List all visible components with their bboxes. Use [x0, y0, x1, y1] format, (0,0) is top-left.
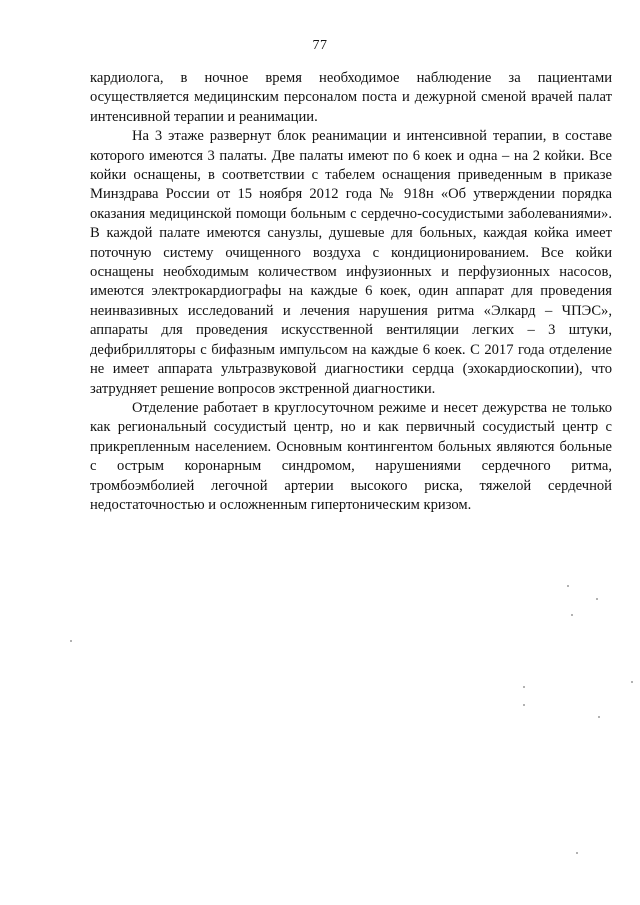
scan-speck — [571, 614, 573, 616]
scan-speck — [631, 681, 633, 683]
scan-speck — [70, 640, 72, 642]
scan-speck — [523, 704, 525, 706]
paragraph-continuation: кардиолога, в ночное время необходимое наблюдение за пациентами осуществляется медицинским персоналом поста и дежурной сменой врачей палат интенсивной терапии и реанимации. — [90, 70, 612, 125]
scan-speck — [576, 852, 578, 854]
scan-speck — [598, 716, 600, 718]
paragraph-department-duty: Отделение работает в круглосуточном режиме и несет дежурства не только как региональный сосудистый центр, но и как первичный сосудистый центр с прикрепленным населением. Основным контингентом больных являются больные с острым коронарным синдромом, нарушениями сердечного ритма, тромбоэмболией легочной артерии высокого риска, тяжелой сердечной недостаточностью и осложненным гипертоническим кризом. — [90, 399, 612, 513]
document-body — [90, 69, 612, 515]
paragraph-icu-block: На 3 этаже развернут блок реанимации и интенсивной терапии, в составе которого имеются 3 палаты. Две палаты имеют по 6 коек и одна – на 2 койки. Все койки оснащены, в соответствии с табелем оснащения приведенным в приказе Минздрава России от 15 ноября 2012 года № 918н «Об утверждении порядка оказания медицинской помощи больным с сердечно-сосудистыми заболеваниями». В каждой палате имеются санузлы, душевые для больных, каждая койка имеет поточную систему очищенного воздуха с кондиционированием. Все койки оснащены необходимым количеством инфузионных и перфузионных насосов, имеются электрокардиографы на каждые 6 коек, один аппарат для проведения неинвазивных исследований и лечения нарушения ритма «Элкард – ЧПЭС», аппараты для проведения искусственной вентиляции легких – 3 штуки, дефибрилляторы с бифазным импульсом на каждые 6 коек. С 2017 года отделение не имеет аппарата ультразвуковой диагностики сердца (эхокардиоскопии), что затрудняет решение вопросов экстренной диагностики. — [90, 128, 612, 397]
scan-speck — [523, 686, 525, 688]
scan-speck — [596, 598, 598, 600]
page-number: 77 — [312, 38, 328, 53]
scan-speck — [567, 585, 569, 587]
